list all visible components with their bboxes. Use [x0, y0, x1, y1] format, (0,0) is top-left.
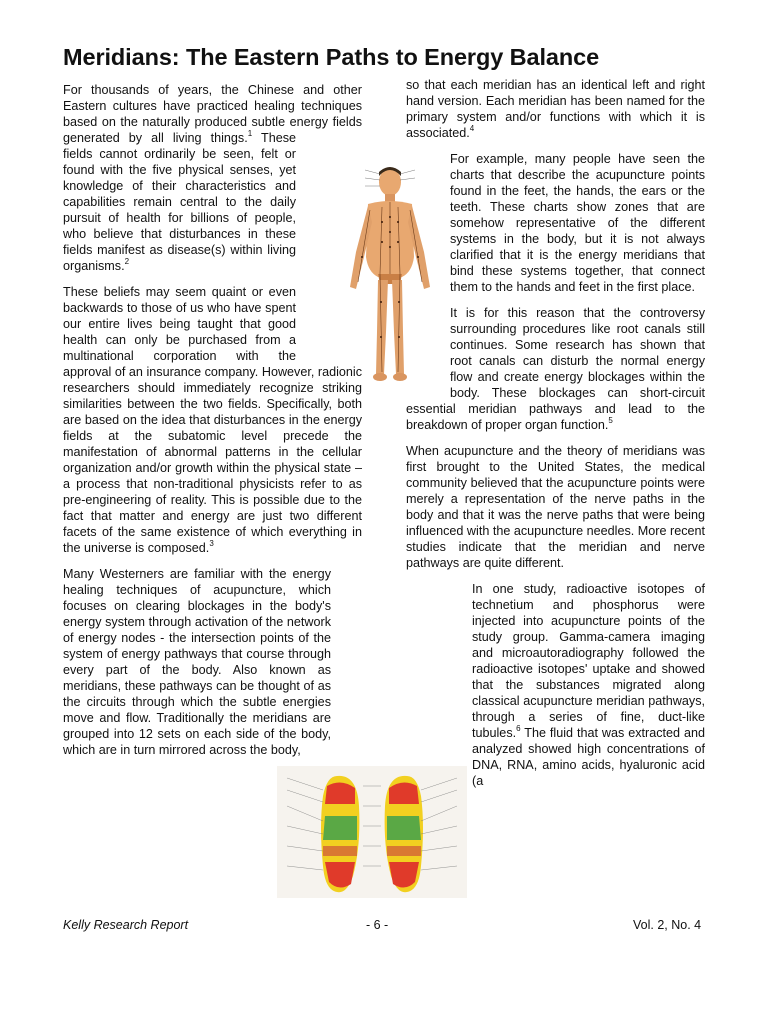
paragraph-text: When acupuncture and the theory of meridians was first brought to the United States, the medical community believed that the acupuncture points were merely a representation of the nerve paths in the body and that it was the nerve paths that were being influenced with the acupuncture needles. More recent studies indicate that the meridian and nerve pathways are quite different.	[406, 444, 705, 570]
footnote-ref: 1	[247, 128, 253, 138]
footer-publication: Kelly Research Report	[63, 918, 189, 932]
page-title: Meridians: The Eastern Paths to Energy Balance	[63, 44, 600, 70]
right-column	[406, 77, 705, 803]
footnote-ref: 6	[516, 723, 521, 733]
footnote-ref: 4	[469, 123, 475, 133]
paragraph-text: Many Westerners are familiar with the energy healing techniques of acupuncture, which focuses on clearing blockages in the body's energy system through activation of the network of energy nodes - the intersection points of the system of energy pathways that course through every part of the body. Also known as meridians, these pathways can be thought of as the circuits through which the subtle energies move and flow. Traditionally the meridians are grouped into 12 sets on each side of the body, which are in turn mirrored across the body,	[63, 567, 331, 757]
footnote-ref: 3	[209, 538, 214, 548]
paragraph-text: For thousands of years, the Chinese and other Eastern cultures have practiced healing techniques based on the naturally produced subtle energy fields generated by all living things.	[63, 83, 362, 145]
paragraph	[406, 443, 705, 571]
footer-page-number: - 6 -	[366, 918, 389, 932]
paragraph-text: These fields cannot ordinarily be seen, felt or found with the five physical senses, yet knowledge of their characteristics and capabilities remain central to the daily pursuit of health for billions of people, who believe that disturbances in these fields manifest as disease(s) within living organisms.	[63, 131, 296, 273]
paragraph	[63, 82, 362, 274]
paragraph-text: The fluid that was extracted and analyzed showed high concentrations of DNA, RNA, amino acids, hyaluronic acid (a	[472, 726, 705, 788]
paragraph	[406, 305, 705, 433]
paragraph	[406, 581, 705, 789]
left-column	[63, 82, 362, 802]
paragraph-text: In one study, radioactive isotopes of technetium and phosphorus were injected into acupuncture points of the study group. Gamma-camera imaging and microautoradiography followed the radioactive isotopes' uptake and showed that the substances migrated along classical acupuncture meridian pathways, through a series of fine, duct-like tubules.	[472, 582, 705, 740]
paragraph-text: These beliefs may seem quaint or even backwards to those of us who have spent our entire lives being taught that good health can only be purchased from a multinational corporation with the approval of an insurance company. However, radionic researchers should immediately recognize striking similarities between the two fields. Specifically, both are based on the idea that disturbances in the energy fields at the subatomic level precede the manifestation of abnormal patterns in the cellular organization and/or growth within the physical state – a process that non-traditional physicists refer to as pre-engineering of reality. This is possible due to the fact that matter and energy are just two different facets of the same existence of which everything in the universe is composed.	[63, 285, 362, 555]
paragraph-text: For example, many people have seen the charts that describe the acupuncture points found in the feet, the hands, the ears or the teeth. These charts show zones that are somehow representative of the different systems in the body, but it is not always clarified that it is the energy meridians that bind these systems together, that connect them to the hands and feet in the first place.	[450, 152, 705, 294]
paragraph	[406, 151, 705, 295]
footnote-ref: 2	[124, 256, 130, 266]
paragraph-text: It is for this reason that the controversy surrounding procedures like root canals still continues. Some research has shown that root canals can disturb the normal energy flow and create energy blockages within the body. These blockages can short-circuit essential meridian pathways and lead to the breakdown of proper organ function.	[406, 306, 705, 432]
paragraph	[406, 77, 705, 141]
foot-reflexology-chart	[277, 766, 467, 898]
acupuncture-body-figure	[340, 162, 440, 387]
footer-volume: Vol. 2, No. 4	[633, 918, 702, 932]
paragraph	[63, 566, 362, 758]
paragraph-text: so that each meridian has an identical left and right hand version. Each meridian has been named for the primary system and/or functions with which it is associated.	[406, 78, 705, 140]
footnote-ref: 5	[608, 415, 613, 425]
